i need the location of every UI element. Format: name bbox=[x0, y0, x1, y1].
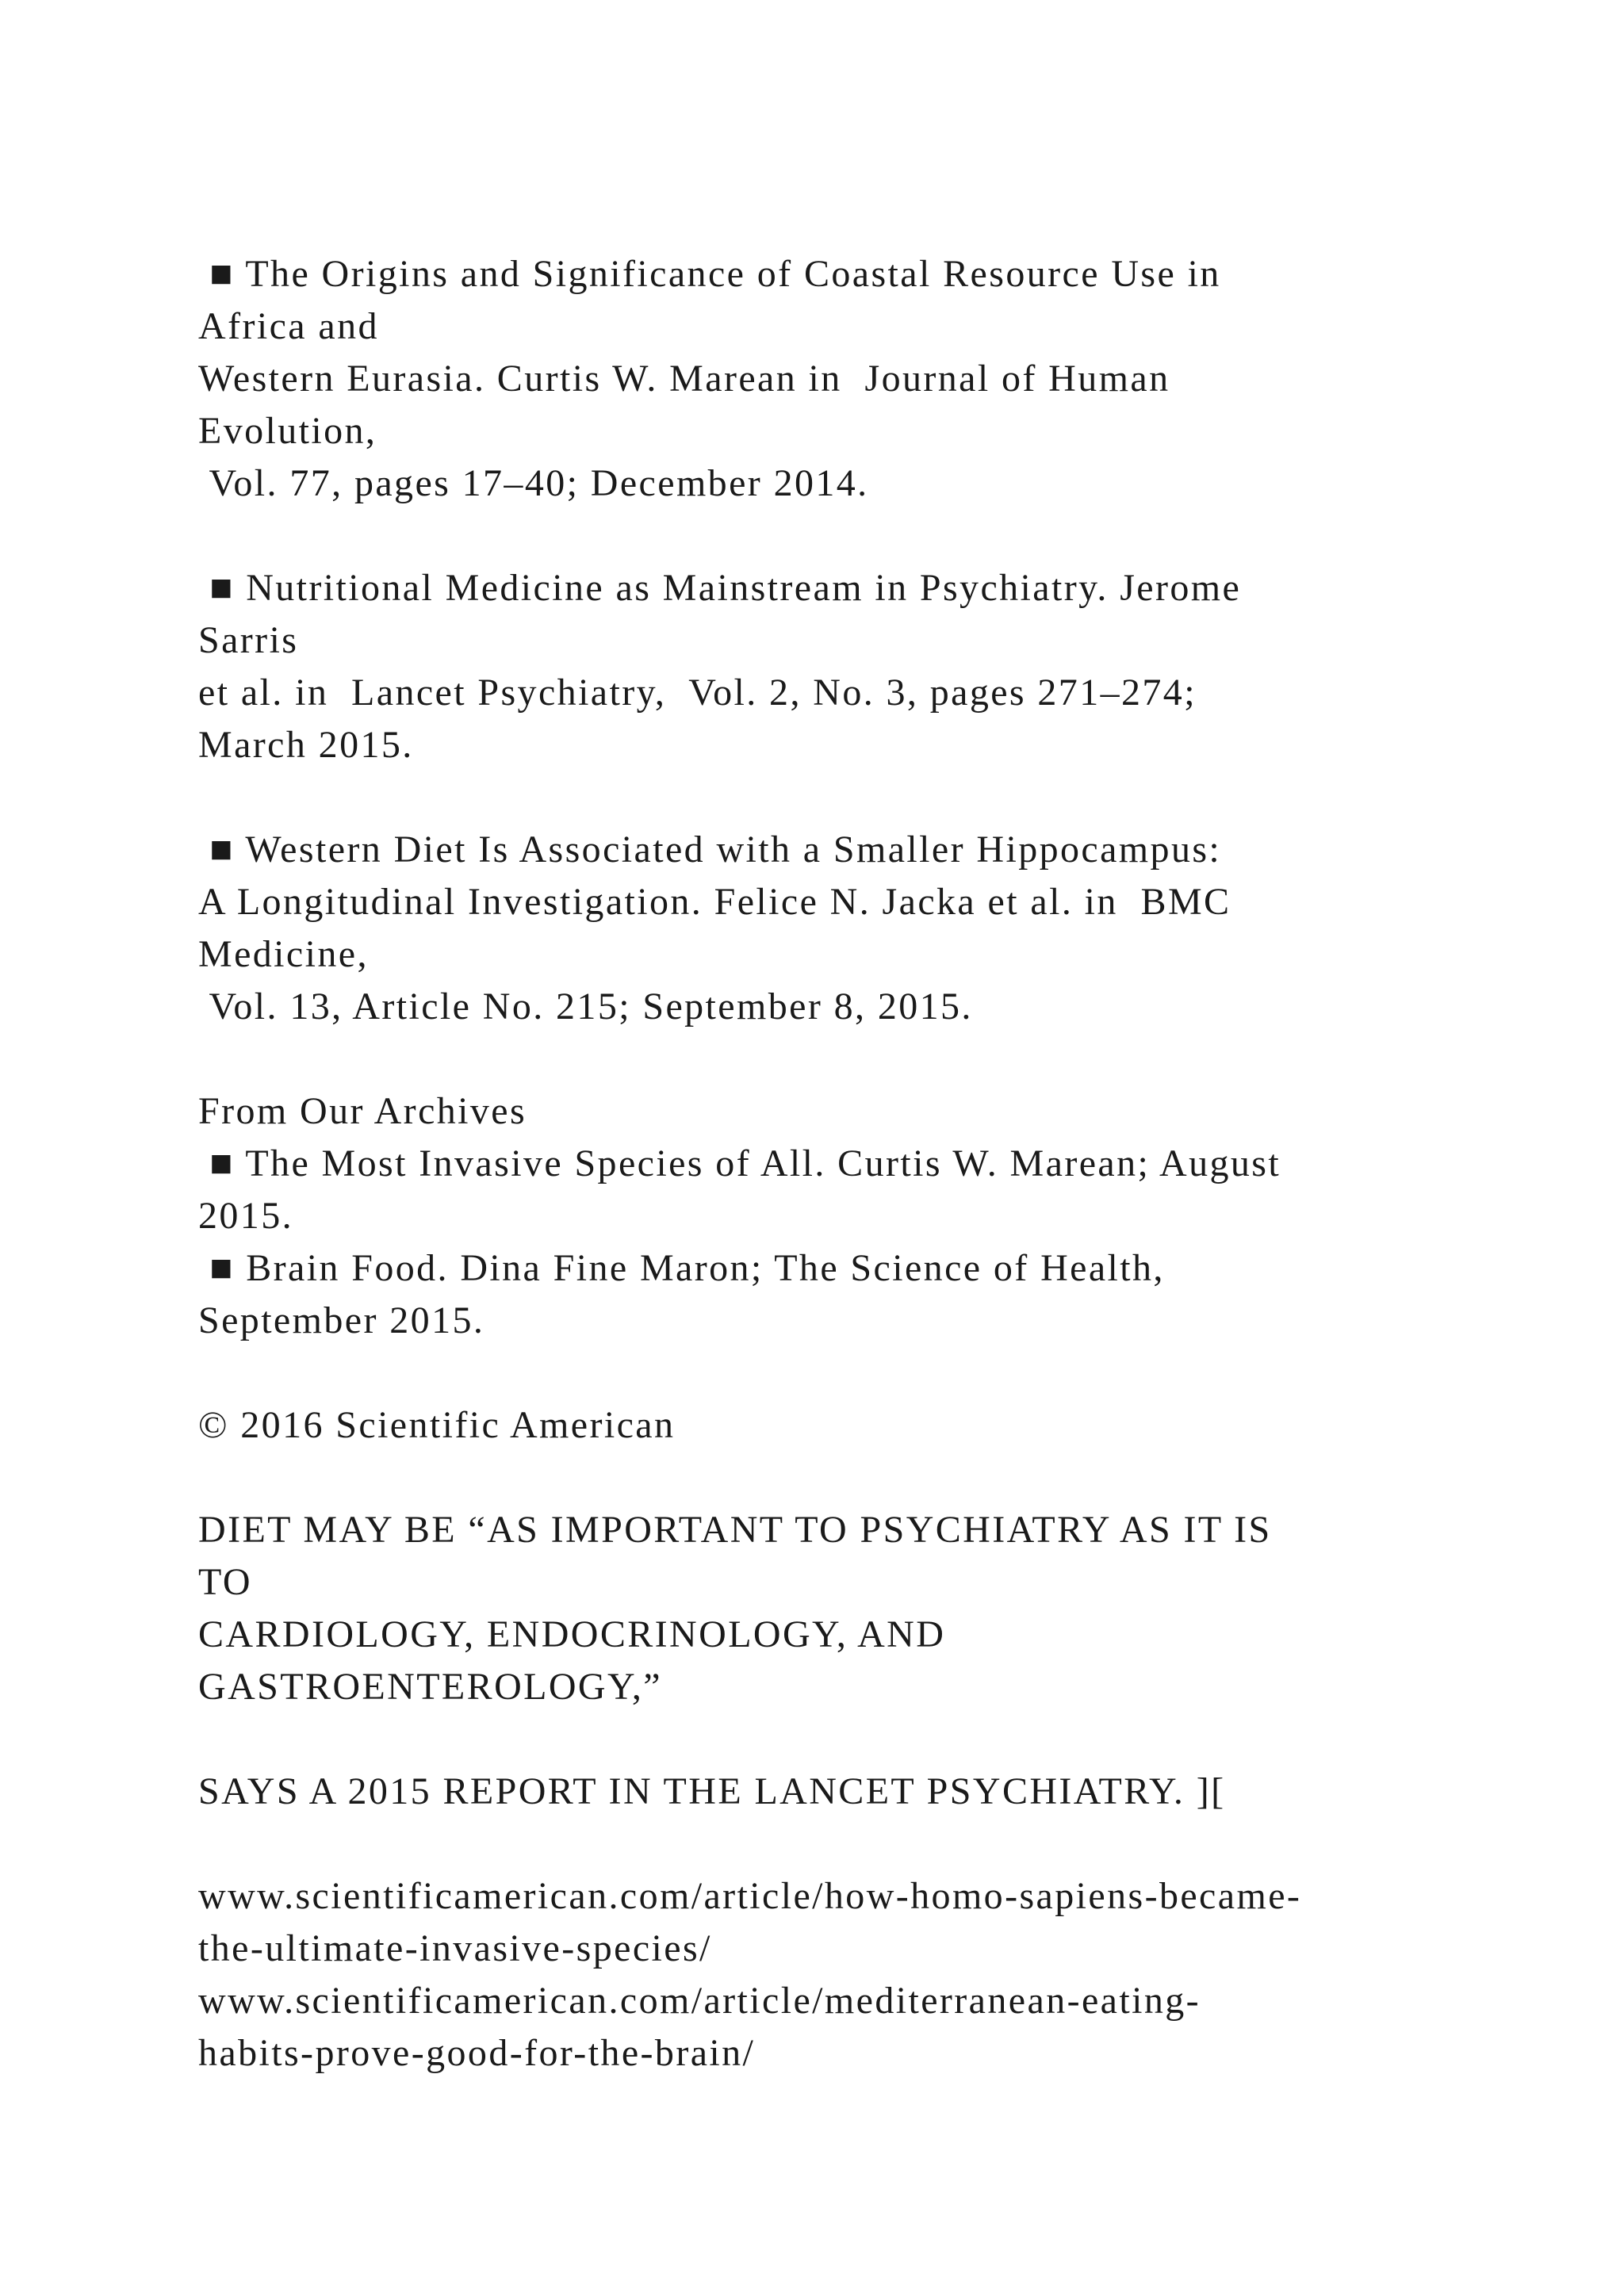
reference-line: March 2015. bbox=[198, 724, 414, 766]
pull-quote-attribution: SAYS A 2015 REPORT IN THE LANCET PSYCHIATRY. ][ bbox=[198, 1770, 1226, 1812]
archive-item-line: ■ The Most Invasive Species of All. Curtis W. Marean; August bbox=[198, 1142, 1281, 1184]
document-page bbox=[198, 248, 1467, 2080]
reference-line: Western Eurasia. Curtis W. Marean in Journal of Human bbox=[198, 358, 1170, 400]
archive-item-line: September 2015. bbox=[198, 1299, 485, 1341]
reference-line: ■ Western Diet Is Associated with a Smaller Hippocampus: bbox=[198, 828, 1222, 871]
article-link-line[interactable]: www.scientificamerican.com/article/how-homo-sapiens-became- bbox=[198, 1875, 1302, 1917]
reference-line: Evolution, bbox=[198, 410, 377, 452]
reference-line: ■ Nutritional Medicine as Mainstream in Psychiatry. Jerome bbox=[198, 567, 1242, 609]
pull-quote-line: CARDIOLOGY, ENDOCRINOLOGY, AND bbox=[198, 1613, 946, 1655]
archives-section bbox=[198, 1085, 1467, 1347]
reference-line: A Longitudinal Investigation. Felice N. Jacka et al. in BMC bbox=[198, 881, 1231, 923]
archive-item-line: ■ Brain Food. Dina Fine Maron; The Science of Health, bbox=[198, 1247, 1165, 1289]
article-link-line[interactable]: habits-prove-good-for-the-brain/ bbox=[198, 2032, 756, 2074]
paragraph-gap bbox=[198, 1818, 1467, 1870]
copyright-notice: © 2016 Scientific American bbox=[198, 1404, 676, 1446]
reference-line: Vol. 77, pages 17–40; December 2014. bbox=[198, 462, 869, 504]
article-link-line[interactable]: www.scientificamerican.com/article/mediterranean-eating- bbox=[198, 1980, 1201, 2022]
pull-quote bbox=[198, 1504, 1467, 1713]
reference-line: Medicine, bbox=[198, 933, 369, 975]
archive-item-line: 2015. bbox=[198, 1195, 293, 1237]
reference-line: Sarris bbox=[198, 619, 299, 661]
reference-line: et al. in Lancet Psychiatry, Vol. 2, No. 3, pages 271–274; bbox=[198, 672, 1197, 714]
article-links bbox=[198, 1870, 1467, 2080]
reference-line: Africa and bbox=[198, 305, 379, 347]
paragraph-gap bbox=[198, 1452, 1467, 1504]
pull-quote-line: DIET MAY BE “AS IMPORTANT TO PSYCHIATRY AS IT IS bbox=[198, 1509, 1272, 1551]
pull-quote-line: GASTROENTEROLOGY,” bbox=[198, 1666, 662, 1708]
pull-quote-line: TO bbox=[198, 1561, 252, 1603]
reference-entry-western-diet bbox=[198, 824, 1467, 1033]
paragraph-gap bbox=[198, 771, 1467, 824]
paragraph-gap bbox=[198, 1033, 1467, 1085]
article-link-line[interactable]: the-ultimate-invasive-species/ bbox=[198, 1927, 712, 1969]
reference-entry-nutritional-medicine bbox=[198, 562, 1467, 771]
reference-entry-coastal-resource bbox=[198, 248, 1467, 510]
archives-heading: From Our Archives bbox=[198, 1090, 527, 1132]
paragraph-gap bbox=[198, 1713, 1467, 1766]
reference-line: ■ The Origins and Significance of Coastal Resource Use in bbox=[198, 253, 1221, 295]
reference-line: Vol. 13, Article No. 215; September 8, 2015. bbox=[198, 985, 973, 1027]
paragraph-gap bbox=[198, 1347, 1467, 1399]
paragraph-gap bbox=[198, 510, 1467, 562]
